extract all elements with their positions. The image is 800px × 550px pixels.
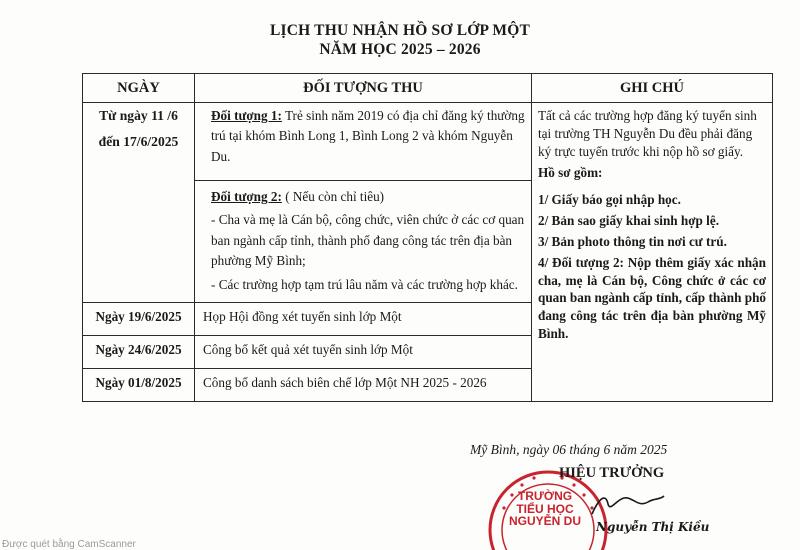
row-date: Ngày 24/6/2025 [83, 336, 195, 369]
seal-line: TRƯỜNG [517, 489, 573, 503]
document-title: LỊCH THU NHẬN HỒ SƠ LỚP MỘT [269, 22, 531, 39]
row-text: Công bố kết quả xét tuyển sinh lớp Một [195, 336, 532, 369]
document-item: 4/ Đối tượng 2: Nộp thêm giấy xác nhận cha, mẹ là Cán bộ, Công chức ở các cơ quan ban ngành cấp tỉnh, cấp thành phố đang công tác trên địa bàn phường Mỹ Bình. [538, 254, 766, 341]
row-date: Ngày 19/6/2025 [83, 303, 195, 336]
target-group-2-item: - Cha và mẹ là Cán bộ, công chức, viên chức ở các cơ quan ban ngành cấp tỉnh, thành phố đang công tác trên địa bàn phường Mỹ Bình; [211, 212, 525, 269]
target-groups-cell [195, 103, 532, 303]
documents-heading: Hồ sơ gồm: [538, 165, 603, 181]
row-text: Công bố danh sách biên chế lớp Một NH 2025 - 2026 [195, 369, 532, 402]
row-date: Ngày 01/8/2025 [83, 369, 195, 402]
seal-line: TIỂU HỌC [516, 501, 574, 516]
column-header-target: ĐỐI TƯỢNG THU [195, 74, 532, 103]
signature-name: Nguyễn Thị Kiều [596, 520, 710, 534]
target-group-1-text: Trẻ sinh năm 2019 có địa chỉ đăng ký thường trú tại khóm Bình Long 1, Bình Long 2 và khóm Nguyễn Du. [211, 108, 525, 164]
column-header-notes: GHI CHÚ [532, 74, 773, 103]
target-group-2-label: Đối tượng 2: [211, 189, 282, 204]
document-item: 1/ Giấy báo gọi nhập học. [538, 192, 681, 208]
column-header-date: NGÀY [83, 74, 195, 103]
notes-intro: Tất cả các trường hợp đăng ký tuyển sinh tại trường TH Nguyễn Du đều phải đăng ký trực tuyến trước khi nộp hồ sơ giấy. [538, 108, 757, 159]
signature-mark-icon [588, 490, 668, 520]
target-group-2-item: - Các trường hợp tạm trú lâu năm và các trường hợp khác. [211, 276, 518, 292]
principal-title: HIỆU TRƯỞNG [559, 465, 665, 481]
target-group-1-label: Đối tượng 1: [211, 108, 282, 123]
document-item: 2/ Bản sao giấy khai sinh hợp lệ. [538, 213, 719, 229]
place-date: Mỹ Bình, ngày 06 tháng 6 năm 2025 [470, 442, 668, 457]
target-group-2 [195, 181, 531, 302]
registration-period: Từ ngày 11 /6 đến 17/6/2025 [83, 103, 195, 303]
notes-cell [532, 103, 773, 402]
table-header-row [83, 74, 773, 103]
target-group-2-note: ( Nếu còn chỉ tiêu) [281, 189, 385, 204]
schedule-table [82, 73, 773, 402]
school-year-title: NĂM HỌC 2025 – 2026 [319, 41, 481, 58]
seal-text [507, 490, 583, 528]
seal-line: NGUYỄN DU [508, 514, 581, 529]
target-group-1 [195, 103, 531, 181]
row-text: Họp Hội đồng xét tuyển sinh lớp Một [195, 303, 532, 336]
table-row [83, 103, 773, 303]
document-item: 3/ Bản photo thông tin nơi cư trú. [538, 233, 727, 249]
scanner-watermark: Được quét bằng CamScanner [2, 539, 136, 550]
